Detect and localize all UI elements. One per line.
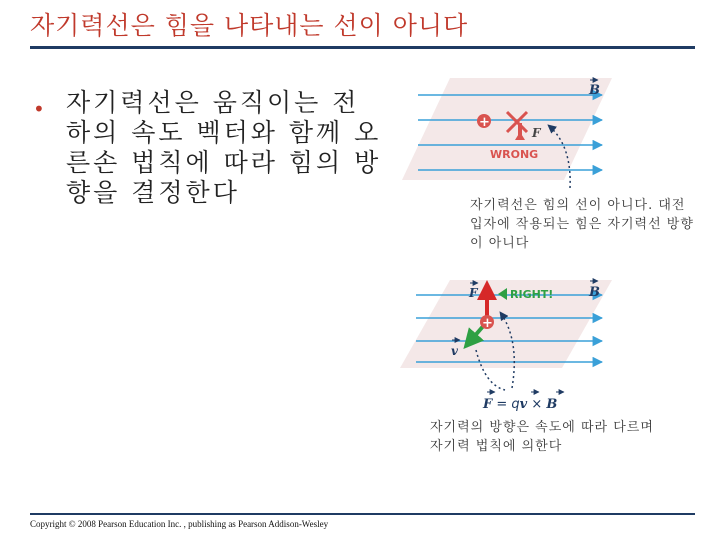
lorentz-formula: F = qv × B (483, 397, 558, 412)
field-label-b: B (589, 285, 600, 300)
velocity-label-v: v (451, 344, 458, 358)
copyright-text: Copyright © 2008 Pearson Education Inc. , publishing as Pearson Addison-Wesley (30, 519, 329, 529)
bullet-text: 자기력선은 움직이는 전하의 속도 벡터와 함께 오른손 법칙에 따라 힘의 방향을 결정한다 (66, 88, 382, 207)
bullet-icon: • (33, 97, 45, 121)
charge-plus-label: + (479, 115, 490, 130)
charge-plus-label: + (482, 316, 493, 331)
right-label: RIGHT! (510, 288, 554, 301)
footer-divider (30, 513, 695, 515)
right-diagram (400, 280, 612, 412)
page-title: 자기력선은 힘을 나타내는 선이 아니다 (30, 11, 469, 40)
force-label-f: F (469, 286, 478, 300)
wrong-label: WRONG (490, 148, 539, 161)
right-caption: 자기력의 방향은 속도에 따라 다르며 자기력 법칙에 의한다 (430, 420, 654, 454)
wrong-diagram (402, 78, 612, 188)
wrong-caption: 자기력선은 힘의 선이 아니다. 대전 입자에 작용되는 힘은 자기력선 방향이 아니다 (470, 198, 694, 251)
field-label-b: B (589, 83, 600, 98)
wrong-field-plane (402, 78, 612, 180)
force-label-f: F (532, 126, 541, 140)
